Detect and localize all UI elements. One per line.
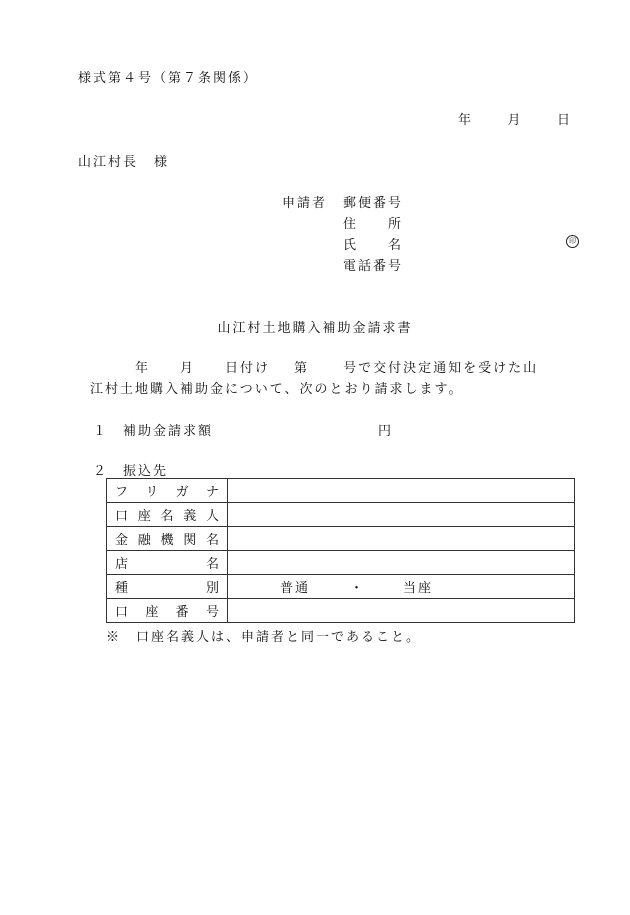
postal-code-label: 郵便番号 <box>343 196 404 211</box>
bank-table <box>106 478 575 623</box>
body-year: 年 <box>135 361 151 376</box>
table-row <box>107 551 575 575</box>
date-year: 年 <box>458 113 472 128</box>
bank-section-label: ２ 振込先 <box>93 464 169 479</box>
body-line1-rest: 号で交付決定通知を受けた山 <box>343 361 539 376</box>
bank-name-label: 金 融 機 関 名 <box>107 527 228 551</box>
form-number: 様式第４号（第７条関係） <box>78 71 259 86</box>
body-date-suffix: 日付け <box>225 361 271 376</box>
applicant-label: 申請者 <box>282 196 328 211</box>
amount-unit: 円 <box>378 424 392 439</box>
account-type-separator: ・ <box>350 581 364 596</box>
account-type-field[interactable] <box>228 575 575 599</box>
body-line-2: 江村土地購入補助金について、次のとおり請求します。 <box>90 382 464 397</box>
account-holder-label: 口 座 名 義 人 <box>107 503 228 527</box>
bank-name-field[interactable] <box>228 527 575 551</box>
table-row <box>107 599 575 623</box>
account-number-label: 口 座 番 号 <box>107 599 228 623</box>
addressee-name: 山江村長 <box>78 155 139 170</box>
furigana-label: フ リ ガ ナ <box>107 479 228 503</box>
amount-label: １ 補助金請求額 <box>93 424 214 439</box>
document-title: 山江村土地購入補助金請求書 <box>217 321 413 336</box>
addressee-honorific: 様 <box>154 155 170 170</box>
table-row <box>107 503 575 527</box>
account-type-current[interactable]: 当座 <box>403 581 434 596</box>
footnote: ※ 口座名義人は、申請者と同一であること。 <box>106 630 422 645</box>
account-type-ordinary[interactable]: 普通 <box>280 581 311 596</box>
body-line-1 <box>90 357 590 376</box>
table-row <box>107 479 575 503</box>
branch-name-label: 店 名 <box>107 551 228 575</box>
date-day: 日 <box>556 113 570 128</box>
date-month: 月 <box>507 113 521 128</box>
seal-mark: 印 <box>566 235 579 248</box>
furigana-field[interactable] <box>228 479 575 503</box>
account-type-label: 種 別 <box>107 575 228 599</box>
name-label: 氏 名 <box>343 238 404 253</box>
body-month: 月 <box>180 361 196 376</box>
date-line <box>458 109 570 128</box>
table-row <box>107 575 575 599</box>
account-holder-field[interactable] <box>228 503 575 527</box>
branch-name-field[interactable] <box>228 551 575 575</box>
body-number-prefix: 第 <box>294 361 310 376</box>
phone-label: 電話番号 <box>343 259 404 274</box>
addressee <box>78 151 169 170</box>
account-number-field[interactable] <box>228 599 575 623</box>
address-label: 住 所 <box>343 217 404 232</box>
table-row <box>107 527 575 551</box>
